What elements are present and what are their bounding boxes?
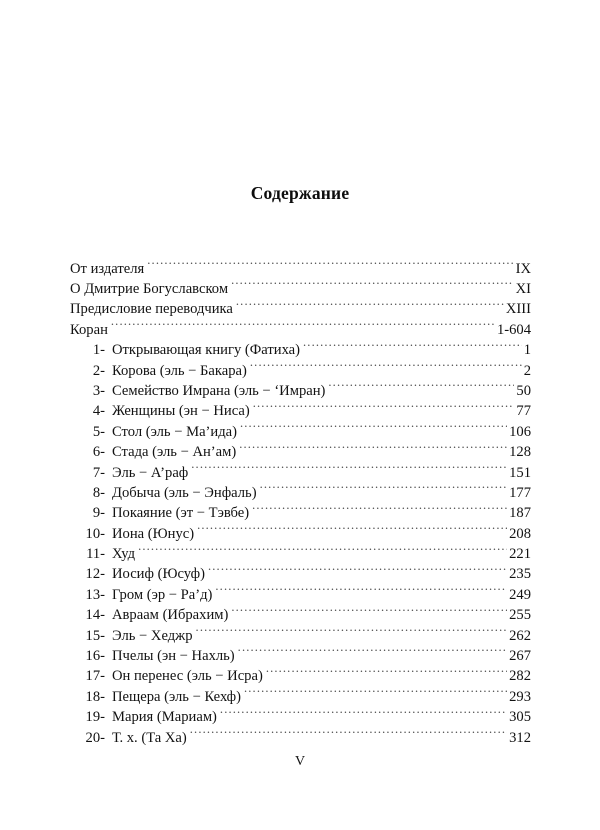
toc-entry[interactable] — [70, 380, 531, 400]
toc-entry-number: 18- — [85, 688, 105, 705]
toc-entry[interactable] — [70, 645, 531, 665]
toc-leader-dots — [191, 462, 507, 477]
toc-entry-number: 9- — [92, 505, 105, 522]
toc-entry-number: 4- — [92, 403, 105, 420]
toc-entry-label: Эль − А’раф — [112, 464, 189, 481]
toc-leader-dots — [138, 543, 507, 558]
toc-entry[interactable] — [70, 625, 531, 645]
toc-entry-page-number: XI — [515, 280, 531, 297]
toc-entry-page-number: XIII — [505, 301, 531, 318]
toc-entry-label: О Дмитрие Богуславском — [70, 280, 229, 297]
toc-entry-page-number: 282 — [509, 668, 531, 685]
toc-entry-label: Авраам (Ибрахим) — [112, 607, 229, 624]
toc-entry[interactable] — [70, 543, 531, 563]
toc-entry-number: 16- — [85, 648, 105, 665]
toc-entry[interactable] — [70, 727, 531, 747]
toc-entry-page-number: 2 — [523, 362, 531, 379]
toc-leader-dots — [111, 319, 495, 334]
toc-entry[interactable] — [70, 523, 531, 543]
toc-entry[interactable] — [70, 605, 531, 625]
toc-leader-dots — [260, 482, 508, 497]
toc-entry-number: 3- — [92, 382, 105, 399]
toc-entry-label: Покаяние (эт − Тэвбе) — [112, 505, 250, 522]
toc-entry-number: 13- — [85, 586, 105, 603]
toc-entry[interactable] — [70, 299, 531, 319]
toc-entry[interactable] — [70, 421, 531, 441]
toc-entry-page-number: 221 — [509, 546, 531, 563]
toc-entry-page-number: 1-604 — [496, 321, 531, 338]
toc-leader-dots — [252, 503, 507, 518]
toc-leader-dots — [236, 299, 504, 314]
toc-entry-number: 11- — [86, 546, 105, 563]
toc-entry-label: Стада (эль − Ан’ам) — [112, 444, 237, 461]
toc-entry-page-number: 312 — [509, 729, 531, 746]
toc-entry-label: Иосиф (Юсуф) — [112, 566, 205, 583]
toc-entry-label: Мария (Мариам) — [112, 709, 217, 726]
toc-entry-label: Пчелы (эн − Нахль) — [112, 648, 235, 665]
toc-entry-label: Корова (эль − Бакара) — [112, 362, 247, 379]
toc-entry[interactable] — [70, 686, 531, 706]
toc-entry[interactable] — [70, 503, 531, 523]
toc-entry-label: Предисловие переводчика — [70, 301, 233, 318]
toc-entry-page-number: 106 — [509, 423, 531, 440]
toc-entry[interactable] — [70, 584, 531, 604]
toc-entry-page-number: 208 — [509, 525, 531, 542]
toc-leader-dots — [250, 360, 522, 375]
toc-entry[interactable] — [70, 462, 531, 482]
toc-leader-dots — [328, 380, 514, 395]
toc-entry[interactable] — [70, 340, 531, 360]
toc-leader-dots — [239, 442, 507, 457]
toc-leader-dots — [215, 584, 507, 599]
toc-entry-number: 5- — [92, 423, 105, 440]
toc-entry-label: Гром (эр − Ра’д) — [112, 586, 213, 603]
toc-leader-dots — [303, 340, 522, 355]
toc-entry[interactable] — [70, 319, 531, 339]
toc-entry[interactable] — [70, 666, 531, 686]
toc-leader-dots — [244, 686, 507, 701]
toc-entry-page-number: 177 — [509, 484, 531, 501]
toc-entry-number: 12- — [85, 566, 105, 583]
table-of-contents-list — [70, 258, 531, 747]
toc-entry-number: 15- — [85, 627, 105, 644]
toc-entry-page-number: 128 — [509, 444, 531, 461]
toc-leader-dots — [208, 564, 507, 579]
toc-entry-label: Семейство Имрана (эль − ‘Имран) — [112, 382, 326, 399]
toc-entry-number: 1- — [92, 342, 105, 359]
toc-entry-label: Женщины (эн − Ниса) — [112, 403, 250, 420]
toc-entry-page-number: 77 — [516, 403, 531, 420]
toc-entry-page-number: 151 — [509, 464, 531, 481]
toc-entry-page-number: 293 — [509, 688, 531, 705]
toc-entry-label: Эль − Хеджр — [112, 627, 193, 644]
toc-entry-number: 2- — [92, 362, 105, 379]
page-folio-number: V — [294, 754, 306, 769]
toc-leader-dots — [253, 401, 515, 416]
toc-leader-dots — [220, 707, 507, 722]
toc-entry-label: Открывающая книгу (Фатиха) — [112, 342, 301, 359]
toc-leader-dots — [240, 421, 507, 436]
toc-entry[interactable] — [70, 278, 531, 298]
toc-entry-page-number: 1 — [523, 342, 531, 359]
toc-entry[interactable] — [70, 360, 531, 380]
toc-entry-page-number: 235 — [509, 566, 531, 583]
toc-entry-number: 14- — [85, 607, 105, 624]
toc-entry[interactable] — [70, 258, 531, 278]
toc-entry-page-number: 262 — [509, 627, 531, 644]
toc-entry[interactable] — [70, 401, 531, 421]
toc-entry-page-number: 50 — [516, 382, 531, 399]
toc-entry-page-number: IX — [515, 260, 531, 277]
toc-entry[interactable] — [70, 482, 531, 502]
toc-leader-dots — [147, 258, 513, 273]
toc-entry-number: 19- — [85, 709, 105, 726]
toc-leader-dots — [197, 523, 507, 538]
toc-entry-page-number: 267 — [509, 648, 531, 665]
toc-entry-number: 6- — [92, 444, 105, 461]
toc-entry-label: От издателя — [70, 260, 145, 277]
toc-entry-label: Т. х. (Та Ха) — [112, 729, 187, 746]
toc-entry-label: Худ — [112, 546, 136, 563]
toc-entry-label: Коран — [70, 321, 108, 338]
toc-leader-dots — [238, 645, 507, 660]
toc-entry-number: 7- — [92, 464, 105, 481]
toc-entry-label: Иона (Юнус) — [112, 525, 195, 542]
toc-entry-page-number: 255 — [509, 607, 531, 624]
toc-leader-dots — [231, 605, 507, 620]
toc-leader-dots — [196, 625, 508, 640]
toc-entry-page-number: 249 — [509, 586, 531, 603]
toc-leader-dots — [231, 278, 514, 293]
toc-entry[interactable] — [70, 564, 531, 584]
toc-leader-dots — [190, 727, 507, 742]
toc-entry-label: Стол (эль − Ма’ида) — [112, 423, 237, 440]
toc-entry[interactable] — [70, 442, 531, 462]
toc-entry-number: 8- — [92, 484, 105, 501]
toc-entry-label: Он перенес (эль − Исра) — [112, 668, 263, 685]
toc-entry-page-number: 305 — [509, 709, 531, 726]
toc-entry-number: 17- — [85, 668, 105, 685]
page-title: Содержание — [250, 183, 350, 203]
toc-entry[interactable] — [70, 707, 531, 727]
toc-entry-number: 20- — [85, 729, 105, 746]
toc-leader-dots — [266, 666, 507, 681]
toc-entry-label: Добыча (эль − Энфаль) — [112, 484, 257, 501]
toc-entry-number: 10- — [85, 525, 105, 542]
toc-entry-label: Пещера (эль − Кехф) — [112, 688, 241, 705]
toc-entry-page-number: 187 — [509, 505, 531, 522]
